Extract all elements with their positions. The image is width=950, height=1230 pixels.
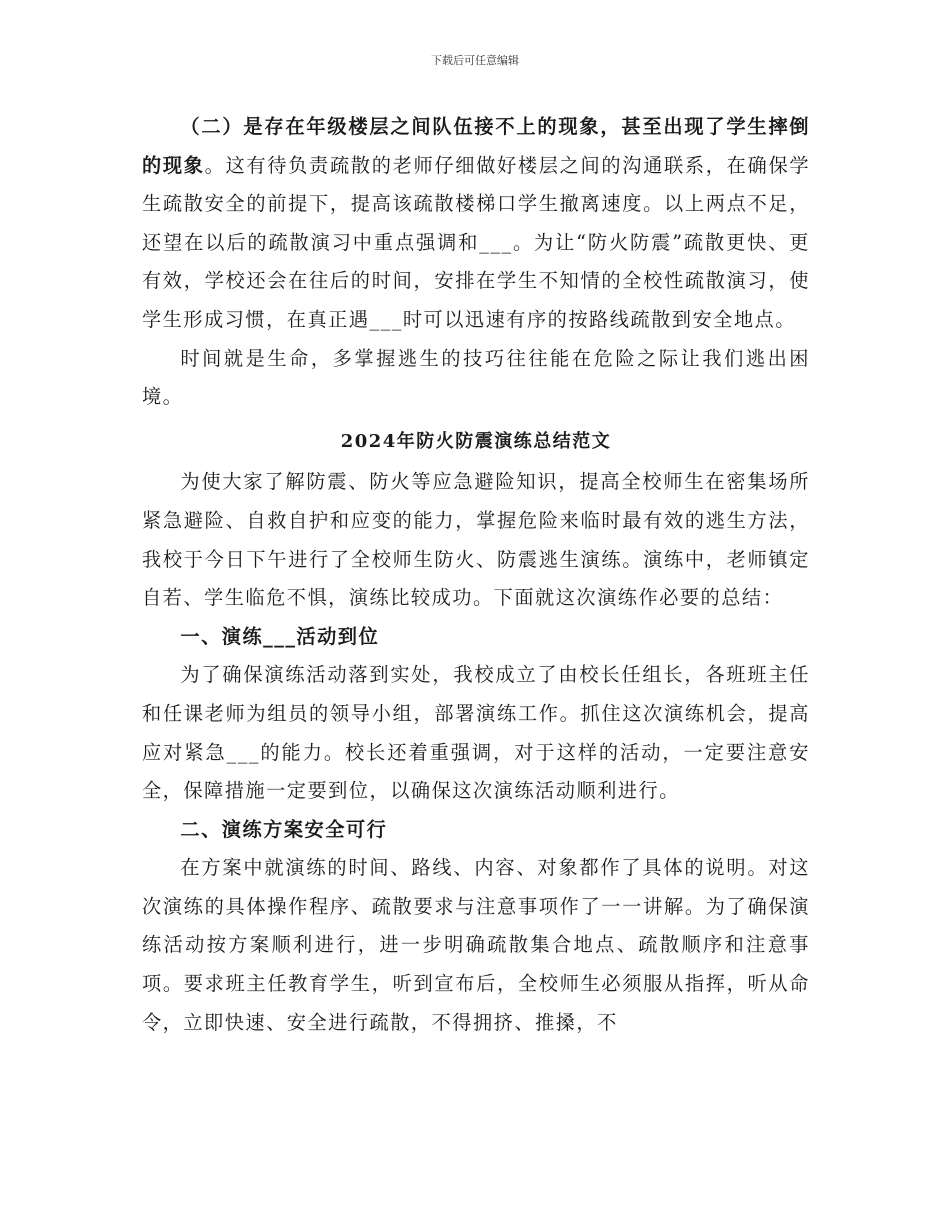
section-heading-2: 二、演练方案安全可行 bbox=[180, 817, 388, 841]
document-body bbox=[142, 108, 810, 1042]
paragraph-issue-two bbox=[142, 108, 810, 340]
section-heading-1: 一、演练___活动到位 bbox=[180, 624, 380, 648]
paragraph-section-2: 在方案中就演练的时间、路线、内容、对象都作了具体的说明。对这次演练的具体操作程序、疏散要求与注意事项作了一一讲解。为了确保演练活动按方案顺利进行，进一步明确疏散集合地点、疏散顺序和注意事项。要求班主任教育学生，听到宣布后，全校师生必须服从指挥，听从命令，立即快速、安全进行疏散，不得拥挤、推搡，不 bbox=[142, 856, 810, 1034]
paragraph-issue-two-rest: 。这有待负责疏散的老师仔细做好楼层之间的沟通联系，在确保学生疏散安全的前提下，提高该疏散楼梯口学生撤离速度。以上两点不足，还望在以后的疏散演习中重点强调和___。为让“防火防震”疏散更快、更有效，学校还会在往后的时间，安排在学生不知情的全校性疏散演习，使学生形成习惯，在真正遇___时可以迅速有序的按路线疏散到安全地点。 bbox=[142, 153, 811, 331]
paragraph-conclusion: 时间就是生命，多掌握逃生的技巧往往能在危险之际让我们逃出困境。 bbox=[142, 346, 810, 409]
paragraph-issue-two-bold: （二）是存在年级楼层之间队伍接不上的现象，甚至出现了学生摔倒的现象 bbox=[142, 115, 810, 177]
page-header-note: 下载后可任意编辑 bbox=[431, 54, 519, 67]
paragraph-section-1: 为了确保演练活动落到实处，我校成立了由校长任组长，各班班主任和任课老师为组员的领导小组，部署演练工作。抓住这次演练机会，提高应对紧急___的能力。校长还着重强调，对于这样的活动，一定要注意安全，保障措施一定要到位，以确保这次演练活动顺利进行。 bbox=[142, 663, 810, 803]
paragraph-intro: 为使大家了解防震、防火等应急避险知识，提高全校师生在密集场所紧急避险、自救自护和应变的能力，掌握危险来临时最有效的逃生方法，我校于今日下午进行了全校师生防火、防震逃生演练。演练中，老师镇定自若、学生临危不惧，演练比较成功。下面就这次演练作必要的总结： bbox=[142, 470, 810, 610]
document-title: 2024年防火防震演练总结范文 bbox=[340, 430, 612, 452]
